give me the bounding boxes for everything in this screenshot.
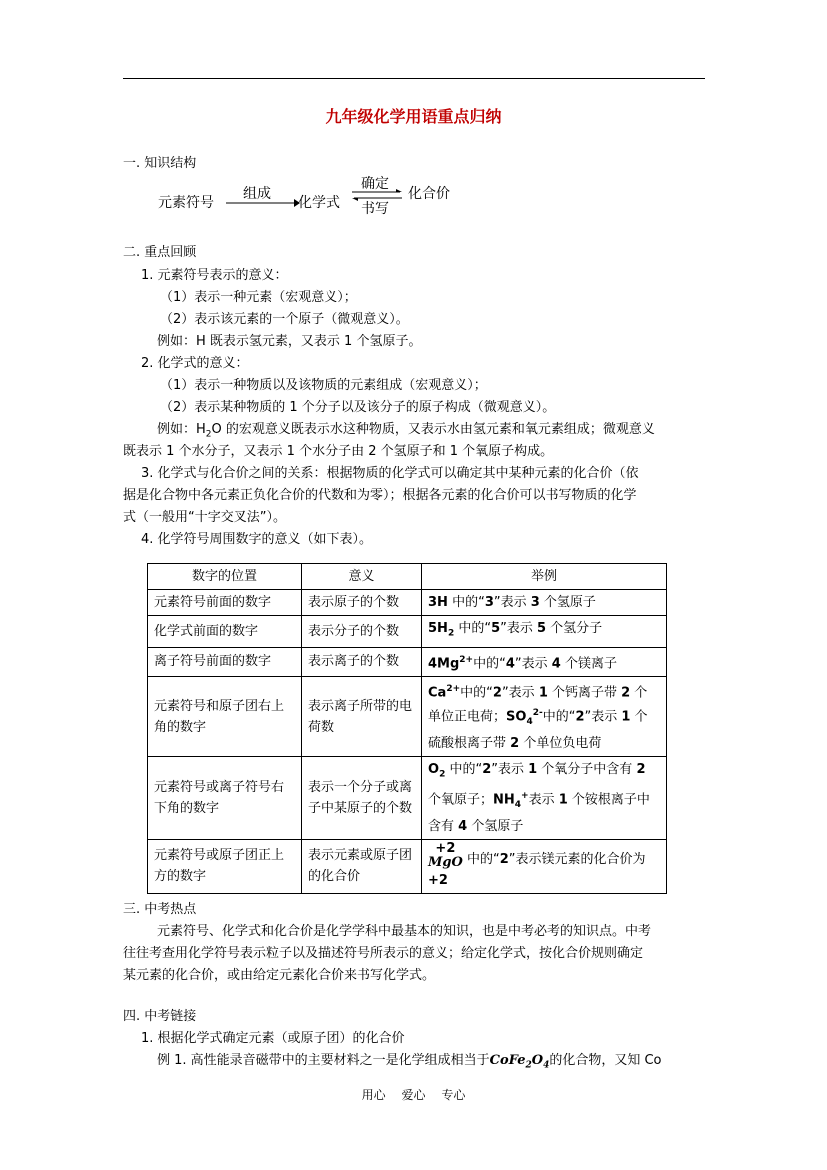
cell-example: +2 MgO 中的“2”表示镁元素的化合价为+2 xyxy=(422,839,667,893)
point1-title: 1. 元素符号表示的意义： xyxy=(141,268,288,283)
diagram-arrow2-top-label: 确定 xyxy=(361,176,389,192)
point4-title: 4. 化学符号周围数字的意义（如下表）。 xyxy=(141,532,373,547)
diagram-arrow1 xyxy=(226,196,300,210)
point2-example-line2: 既表示 1 个水分子，又表示 1 个水分子由 2 个氢原子和 1 个氧原子构成。 xyxy=(123,444,554,459)
footer-word-2: 爱心 xyxy=(401,1088,426,1102)
cell-meaning: 表示离子的个数 xyxy=(302,647,422,676)
table-row xyxy=(148,590,667,616)
number-meaning-table xyxy=(147,563,667,894)
point2-item1: （1）表示一种物质以及该物质的元素组成（宏观意义）； xyxy=(160,378,487,393)
point2-item2: （2）表示某种物质的 1 个分子以及该分子的原子构成（微观意义）。 xyxy=(160,400,556,415)
table-header-row xyxy=(148,564,667,590)
example-h2o-prefix: 例如：H xyxy=(157,422,206,437)
cell-example: 3H 中的“3”表示 3 个氢原子 xyxy=(422,590,667,616)
point1-item1: （1）表示一种元素（宏观意义）； xyxy=(160,290,357,305)
diagram-node-element-symbol: 元素符号 xyxy=(158,195,214,211)
header-rule xyxy=(123,78,705,79)
section1-heading: 一. 知识结构 xyxy=(123,156,197,171)
cell-example: $O_2$ 中的“2”表示 1 个氧分子中含有 2 个氧原子；$NH_4^+$表示 1 个铵根离子中含有 4 个氢原子 xyxy=(422,757,667,840)
section3-para-line3: 某元素的化合价，或由给定元素化合价来书写化学式。 xyxy=(123,968,436,983)
diagram-arrow2-bottom-label: 书写 xyxy=(361,201,389,217)
section3-heading: 三. 中考热点 xyxy=(123,902,197,917)
point3-line2: 据是化合物中各元素正负化合价的代数和为零）；根据各元素的化合价可以书写物质的化学 xyxy=(123,488,637,503)
point2-title: 2. 化学式的意义： xyxy=(141,356,249,371)
cell-position: 元素符号前面的数字 xyxy=(148,590,302,616)
diagram-node-valence: 化合价 xyxy=(408,186,450,202)
point2-example-line1 xyxy=(157,418,655,440)
example1-formula: $CoFe_2O_4$ xyxy=(489,1053,550,1071)
cell-meaning: 表示离子所带的电荷数 xyxy=(302,676,422,756)
section4-example1 xyxy=(157,1049,662,1071)
example-h2o-text: O 的宏观意义既表示水这种物质，又表示水由氢元素和氧元素组成；微观意义 xyxy=(211,422,655,437)
section3-para-line1: 元素符号、化学式和化合价是化学学科中最基本的知识，也是中考必考的知识点。中考 xyxy=(157,924,652,939)
cell-meaning: 表示分子的个数 xyxy=(302,616,422,648)
example1-text-end: 的化合物，又知 Co xyxy=(549,1053,662,1068)
example1-text: 例 1. 高性能录音磁带中的主要材料之一是化学组成相当于 xyxy=(157,1053,490,1068)
cell-example: $Ca^{2+}$中的“2”表示 1 个钙离子带 2 个单位正电荷；$SO_4^{2-}$中的“2”表示 1 个硫酸根离子带 2 个单位负电荷 xyxy=(422,676,667,756)
document-title: 九年级化学用语重点归纳 xyxy=(325,107,502,126)
cell-position: 元素符号和原子团右上角的数字 xyxy=(148,676,302,756)
cell-position: 化学式前面的数字 xyxy=(148,616,302,648)
table-row xyxy=(148,839,667,893)
cell-meaning: 表示一个分子或离子中某原子的个数 xyxy=(302,757,422,840)
header-position: 数字的位置 xyxy=(148,564,302,590)
cell-example: $5H_2$ 中的“5”表示 5 个氢分子 xyxy=(422,616,667,648)
example-h2o-subscript: 2 xyxy=(205,429,212,440)
cell-meaning: 表示元素或原子团的化合价 xyxy=(302,839,422,893)
point1-example: 例如：H 既表示氢元素，又表示 1 个氢原子。 xyxy=(157,334,422,349)
cell-position: 元素符号或离子符号右下角的数字 xyxy=(148,757,302,840)
section2-heading: 二. 重点回顾 xyxy=(123,245,197,260)
footer-word-1: 用心 xyxy=(361,1088,386,1102)
header-meaning: 意义 xyxy=(302,564,422,590)
cell-meaning: 表示原子的个数 xyxy=(302,590,422,616)
cell-position: 离子符号前面的数字 xyxy=(148,647,302,676)
diagram-arrow1-label: 组成 xyxy=(243,186,271,202)
table-row xyxy=(148,616,667,648)
table-row xyxy=(148,647,667,676)
header-example: 举例 xyxy=(422,564,667,590)
page-footer xyxy=(0,1086,827,1103)
table-row xyxy=(148,757,667,840)
section4-item1: 1. 根据化学式确定元素（或原子团）的化合价 xyxy=(141,1031,405,1046)
point1-item2: （2）表示该元素的一个原子（微观意义）。 xyxy=(160,312,409,327)
point3-line3: 式（一般用“十字交叉法”）。 xyxy=(123,510,286,525)
section3-para-line2: 往往考查用化学符号表示粒子以及描述符号所表示的意义；给定化学式，按化合价规则确定 xyxy=(123,946,644,961)
point3-line1: 3. 化学式与化合价之间的关系：根据物质的化学式可以确定其中某种元素的化合价（依 xyxy=(141,466,639,481)
section4-heading: 四. 中考链接 xyxy=(123,1009,197,1024)
table-row xyxy=(148,676,667,756)
cell-example: $4Mg^{2+}$中的“4”表示 4 个镁离子 xyxy=(422,647,667,676)
cell-position: 元素符号或原子团正上方的数字 xyxy=(148,839,302,893)
footer-word-3: 专心 xyxy=(441,1088,466,1102)
diagram-node-formula: 化学式 xyxy=(298,195,340,211)
